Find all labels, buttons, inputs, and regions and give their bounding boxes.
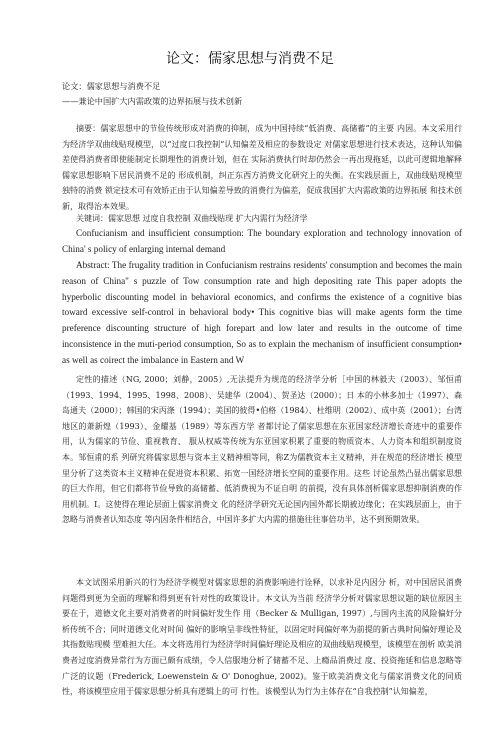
english-title: Confucianism and insufficient consumption: The boundary exploration and technology innovation of China' s policy of enlarging internal demand <box>62 228 462 254</box>
subtitle-main: 论文：儒家思想与消费不足 <box>62 81 161 91</box>
paper-title: 论文：儒家思想与消费不足 <box>166 51 334 67</box>
abstract-chinese: 摘要：儒家思想中的节俭传统形成对消费的抑制，成为中国持续“低消费、高储蓄”的主要 内因。本文采用行为经济学双曲线贴现模型，以“过度口我控制”认知偏差及相应的参数设定 对儒家思想进行技术表达，这种认知偏差使得消费者即使能制定长期理性的消费计划，但在 实际消费执行时却仍然会一再出现拖延，以此可逻辑地解释儒家思想影响下居民消费不足的 形成机制，纠正东西方消费文化研究上的失衡。在实践层面上，双曲线贴现模型独特的消费 锁定技术可有效矫正由于认知偏差导致的消费行为偏差，促成我国扩大内需政策的边界拓展 和技术创新，取得治本效果。 <box>62 124 462 211</box>
body-paragraph-1: 定性的描述（NG, 2000；刘静，2005）,无法提升为规范的经济学分析［中国的林毅夫（2003）、邹恒甫（1993、1994、1995、1998、2008）、吴建华（2004）、贺圣达（2000）；日 本的小林多加士（1997）、森岛通夫（2000）；韩国的宋丙涤（1994）；美国的彼得•伯格（1984）、杜维明（2002）、成中英（2001）；台湾地区的萧新煌（1993）、金耀基（1989）等东西方学 者都讨论了儒家思想在东亚国家经济增长奇迹中的重要作用，认为儒家的节俭、重视教育、 服从权威等传统为东亚国家积累了重要的物质资本、人力资本和组织制度资本。邹恒甫的系 列研究将儒家思想与资本主义精神相等同，称Z为儒教资本主义精神，并在规范的经济增长 模型里分析了这类资本主义精神在促进资本积累、拓宽一国经济增长空间的重要作用。这些 讨论虽然凸显出儒家思想的巨大作用，但它们都将节俭导致的高储蓄、低消费视为不证自明 的前提，没有具体剖析儒家思想抑制消费的作用机制。I。这使得在理论层面上儒家消费文 化的经济学研究无论国内国外都长期被边缘化；在实践层面上，由于忽略与消费者认知态度 等内因条件相结合，中国许多扩大内需的措施往往事倍功半，达不到预期效果。 <box>62 375 462 525</box>
keywords-chinese: 关键词：儒家思想 过度自我控制 双曲线贴现 扩大内需行为经济学 <box>76 214 308 223</box>
body-paragraph-2: 本文试图采用新兴的行为经济学模型对儒家思想的消费影响进行诠释，以求补足内因分 析，对中国居民消费问题得到更为全面的理解和得到更有针对性的政策设计。本文认为当前 经济学分析对儒家思想议题的缺位原因主要在于，道德文化主要对消费者的时间偏好发生作 用（Becker & Mulligan, 1997）,与国内主流的风险偏好分析传统不合；同时道德文化对时间 偏好的影响呈非线性特征，以固定时间偏好率为前提的新古典时间偏好理论及其指数贴现模 型难担大任。本文将选用行为经济学时间偏好理论及相应的双曲线贴现模型，该模型在剖析 欧美消费者过度消费异常行为方面已颇有成绩，令人信服地分析了储蓄不足、上瘾品消费过 度、投资拖延和信息忽略等广泛的议题（Frederick, Loewenstein & O' Donoghue, 2002)。鉴于欧美消费文化与儒家消费文化的同质性，将该模型应用于儒家思想分析具有逻辑上的可 行性。该模型认为行为主体存在“自我控制”认知偏差， <box>62 578 462 697</box>
abstract-english: Abstract: The frugality tradition in Confucianism restrains residents' consumption and becomes the main reason of China" s puzzle of Tow consumption rate and high depositing rate This paper adopts the hyperbolic discounting model in behavioral economics, and confirms the existence of a cognitive bias toward excessive self-control in behavioral body• This cognitive bias will make agents form the time preference discounting structure of high forepart and low later and results in the outcome of time inconsistence in the muti-period consumption, So as to explain the mechanism of insufficient consumption• as well as coirect the imbalance in Eastern and W <box>62 260 462 365</box>
subtitle-secondary: ——兼论中国扩大内需政策的边界拓展与技术创新 <box>62 96 243 106</box>
